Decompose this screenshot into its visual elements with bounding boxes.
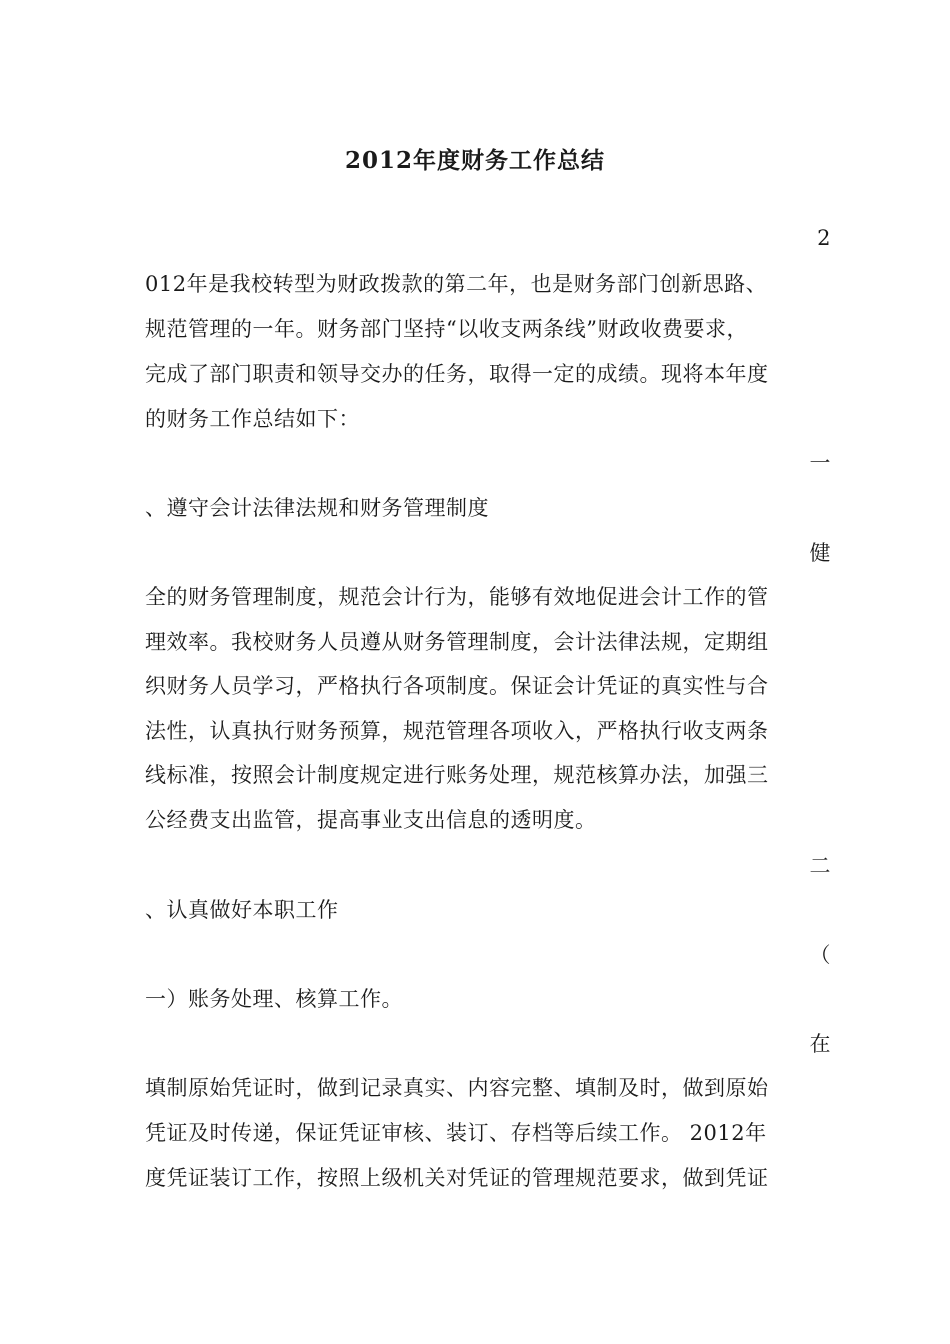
section-heading: 、认真做好本职工作 <box>145 898 339 922</box>
section-number: 二 <box>809 854 831 878</box>
subsection-number: （ <box>809 943 831 967</box>
text-line: 凭证及时传递，保证凭证审核、装订、存档等后续工作。 2012年 <box>145 1121 767 1145</box>
text-line: 理效率。我校财务人员遵从财务管理制度，会计法律法规，定期组 <box>145 630 769 654</box>
text-line: 法性，认真执行财务预算，规范管理各项收入，严格执行收支两条 <box>145 719 769 743</box>
text-line: 完成了部门职责和领导交办的任务，取得一定的成绩。现将本年度 <box>145 362 769 386</box>
text-line: 规范管理的一年。财务部门坚持“以收支两条线”财政收费要求， <box>145 317 748 341</box>
text-line: 在 <box>809 1032 831 1056</box>
subsection-heading: 一）账务处理、核算工作。 <box>145 987 403 1011</box>
document-title: 2012年度财务工作总结 <box>344 147 605 174</box>
text-line: 度凭证装订工作，按照上级机关对凭证的管理规范要求，做到凭证 <box>145 1166 769 1190</box>
text-line: 012年是我校转型为财政拨款的第二年，也是财务部门创新思路、 <box>145 272 768 296</box>
text-line: 公经费支出监管，提高事业支出信息的透明度。 <box>145 808 597 832</box>
text-line: 全的财务管理制度，规范会计行为，能够有效地促进会计工作的管 <box>145 585 769 609</box>
section-number: 一 <box>809 451 831 475</box>
text-line: 2 <box>817 226 831 250</box>
text-line: 线标准，按照会计制度规定进行账务处理，规范核算办法，加强三 <box>145 763 769 787</box>
text-line: 织财务人员学习，严格执行各项制度。保证会计凭证的真实性与合 <box>145 674 769 698</box>
text-line: 健 <box>809 541 831 565</box>
text-line: 的财务工作总结如下： <box>145 407 360 431</box>
section-heading: 、遵守会计法律法规和财务管理制度 <box>145 496 489 520</box>
text-line: 填制原始凭证时，做到记录真实、内容完整、填制及时，做到原始 <box>145 1076 769 1100</box>
